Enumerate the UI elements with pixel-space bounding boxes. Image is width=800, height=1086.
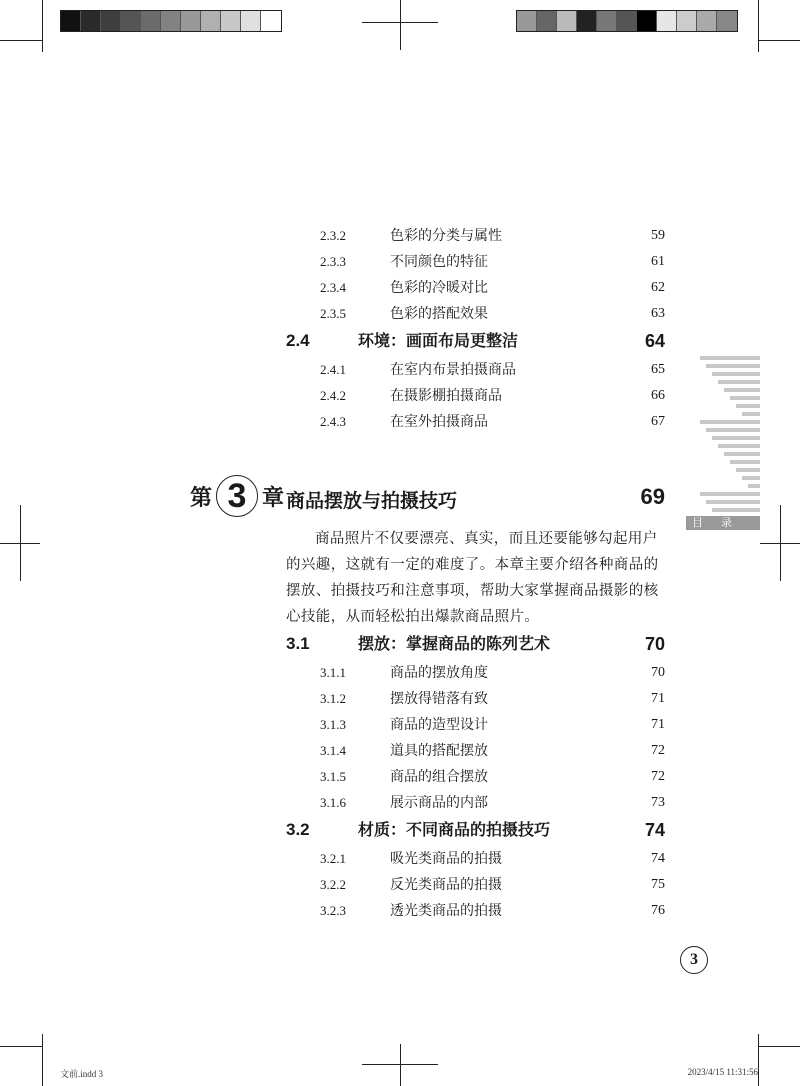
toc-entry-page: 71 (651, 691, 665, 706)
color-swatch (121, 11, 141, 31)
toc-section-3-2 (286, 817, 665, 843)
toc-entry-num: 2.4.2 (320, 388, 346, 403)
chapter-page: 69 (640, 484, 665, 509)
color-swatch (201, 11, 221, 31)
toc-entry-page: 66 (651, 388, 665, 403)
toc-entry-title: 透光类商品的拍摄 (390, 903, 502, 919)
toc-entry-num: 3.1.5 (320, 769, 346, 784)
toc-entry-page: 59 (651, 228, 665, 243)
toc-entry-title: 在室内布景拍摄商品 (390, 362, 516, 378)
crop-mark (0, 1046, 42, 1047)
chapter-number-circle (216, 475, 258, 517)
toc-entry (320, 662, 665, 684)
toc-entry-title: 商品的造型设计 (390, 717, 488, 733)
toc-entry (320, 740, 665, 762)
toc-entry (320, 303, 665, 325)
thumb-stripe (736, 468, 760, 472)
color-bar-left (60, 10, 282, 32)
color-swatch (637, 11, 657, 31)
thumb-stripe (730, 396, 760, 400)
thumb-stripe (712, 508, 760, 512)
toc-section-3-1 (286, 631, 665, 657)
section-number: 3.1 (286, 634, 310, 653)
color-swatch (221, 11, 241, 31)
crop-mark (758, 1046, 800, 1047)
toc-entry-num: 3.1.2 (320, 691, 346, 706)
toc-entry-title: 反光类商品的拍摄 (390, 877, 502, 893)
slug-timestamp: 2023/4/15 11:31:56 (687, 1067, 758, 1077)
chapter-intro (286, 526, 666, 630)
color-swatch (557, 11, 577, 31)
color-swatch (181, 11, 201, 31)
toc-entry-num: 2.3.5 (320, 306, 346, 321)
color-swatch (617, 11, 637, 31)
section-page: 70 (644, 634, 665, 654)
toc-entry-page: 76 (651, 903, 665, 918)
registration-mark (400, 0, 401, 50)
crop-mark (42, 0, 43, 52)
toc-entry-title: 在摄影棚拍摄商品 (390, 388, 502, 404)
toc-entry (320, 792, 665, 814)
color-swatch (657, 11, 677, 31)
thumb-stripe (706, 364, 760, 368)
toc-entry-num: 3.1.4 (320, 743, 346, 758)
side-tab-contents: 目录 (686, 516, 760, 530)
thumb-stripe (706, 500, 760, 504)
toc-entry-num: 2.3.4 (320, 280, 346, 295)
toc-entry (320, 714, 665, 736)
toc-entry-title: 道具的搭配摆放 (390, 743, 488, 759)
crop-mark (758, 0, 759, 52)
toc-entry-title: 展示商品的内部 (390, 795, 488, 811)
slug-filename: 文前.indd 3 (60, 1069, 104, 1079)
thumb-stripe (700, 492, 760, 496)
thumb-stripe (724, 452, 760, 456)
color-bar-right (516, 10, 738, 32)
thumb-stripe (724, 388, 760, 392)
toc-section-2-4 (286, 328, 665, 354)
section-title: 摆放：掌握商品的陈列艺术 (358, 634, 551, 653)
section-title: 材质：不同商品的拍摄技巧 (358, 820, 551, 839)
toc-entry-title: 色彩的冷暖对比 (390, 280, 488, 296)
toc-entry (320, 766, 665, 788)
thumb-stripe (742, 476, 760, 480)
toc-entry (320, 848, 665, 870)
toc-entry-page: 70 (651, 665, 665, 680)
color-swatch (717, 11, 737, 31)
thumb-stripe (742, 412, 760, 416)
thumb-stripe (700, 356, 760, 360)
color-swatch (241, 11, 261, 31)
toc-entry-num: 3.2.1 (320, 851, 346, 866)
toc-entry-page: 63 (651, 306, 665, 321)
color-swatch (141, 11, 161, 31)
crop-mark (758, 40, 800, 41)
toc-entry-num: 3.2.2 (320, 877, 346, 892)
toc-entry (320, 225, 665, 247)
thumb-stripe (718, 380, 760, 384)
color-swatch (161, 11, 181, 31)
toc-entry (320, 900, 665, 922)
toc-entry-page: 65 (651, 362, 665, 377)
color-swatch (517, 11, 537, 31)
thumb-stripe (700, 420, 760, 424)
section-page: 74 (644, 820, 665, 840)
toc-entry-page: 71 (651, 717, 665, 732)
crop-mark (42, 1034, 43, 1086)
toc-entry-title: 商品的摆放角度 (390, 665, 488, 681)
color-swatch (261, 11, 281, 31)
section-page: 64 (644, 331, 665, 351)
thumb-stripe (748, 484, 760, 488)
toc-entry (320, 359, 665, 381)
toc-entry (320, 277, 665, 299)
section-number: 2.4 (286, 331, 310, 350)
toc-entry-num: 2.3.3 (320, 254, 346, 269)
registration-mark (780, 505, 781, 581)
color-swatch (61, 11, 81, 31)
toc-entry-page: 62 (651, 280, 665, 295)
chapter-prefix: 第 (190, 484, 213, 511)
chapter-intro-text: 商品照片不仅要漂亮、真实，而且还要能够勾起用户的兴趣，这就有一定的难度了。本章主要介绍各种商品的摆放、拍摄技巧和注意事项，帮助大家掌握商品摄影的核心技能，从而轻松拍出爆款商品照片。 (286, 531, 659, 625)
thumb-stripe (718, 444, 760, 448)
registration-mark (400, 1044, 401, 1086)
toc-entry-title: 色彩的分类与属性 (390, 228, 502, 244)
toc-entry-title: 在室外拍摄商品 (390, 414, 488, 430)
toc-entry-title: 摆放得错落有致 (390, 691, 488, 707)
thumb-stripe (736, 404, 760, 408)
toc-entry-title: 吸光类商品的拍摄 (390, 851, 502, 867)
crop-mark (0, 40, 42, 41)
toc-entry-title: 商品的组合摆放 (390, 769, 488, 785)
registration-mark (20, 505, 21, 581)
toc-entry-page: 61 (651, 254, 665, 269)
chapter-suffix: 章 (262, 484, 285, 511)
section-title: 环境：画面布局更整洁 (358, 331, 519, 350)
thumb-stripe (706, 428, 760, 432)
color-swatch (597, 11, 617, 31)
chapter-title: 商品摆放与拍摄技巧 (286, 490, 458, 512)
color-swatch (81, 11, 101, 31)
toc-entry (320, 411, 665, 433)
toc-entry-page: 72 (651, 743, 665, 758)
crop-mark (758, 1034, 759, 1086)
toc-entry-num: 3.1.6 (320, 795, 346, 810)
toc-entry-num: 2.4.1 (320, 362, 346, 377)
toc-entry-num: 3.1.1 (320, 665, 346, 680)
toc-entry-page: 73 (651, 795, 665, 810)
thumb-stripe (712, 436, 760, 440)
page-number: 3 (680, 946, 708, 974)
toc-entry-title: 色彩的搭配效果 (390, 306, 488, 322)
thumb-stripe (730, 460, 760, 464)
toc-entry-title: 不同颜色的特征 (390, 254, 488, 270)
color-swatch (537, 11, 557, 31)
toc-entry-num: 3.2.3 (320, 903, 346, 918)
toc-entry-page: 72 (651, 769, 665, 784)
toc-entry (320, 251, 665, 273)
color-swatch (677, 11, 697, 31)
color-swatch (577, 11, 597, 31)
color-swatch (697, 11, 717, 31)
toc-entry (320, 688, 665, 710)
toc-entry (320, 874, 665, 896)
thumb-stripe (712, 372, 760, 376)
color-swatch (101, 11, 121, 31)
section-number: 3.2 (286, 820, 310, 839)
toc-entry-num: 2.3.2 (320, 228, 346, 243)
toc-entry (320, 385, 665, 407)
chapter-number: 3 (227, 477, 247, 515)
chapter-label (190, 471, 284, 521)
toc-entry-num: 3.1.3 (320, 717, 346, 732)
toc-entry-num: 2.4.3 (320, 414, 346, 429)
toc-entry-page: 74 (651, 851, 665, 866)
toc-entry-page: 67 (651, 414, 665, 429)
toc-entry-page: 75 (651, 877, 665, 892)
